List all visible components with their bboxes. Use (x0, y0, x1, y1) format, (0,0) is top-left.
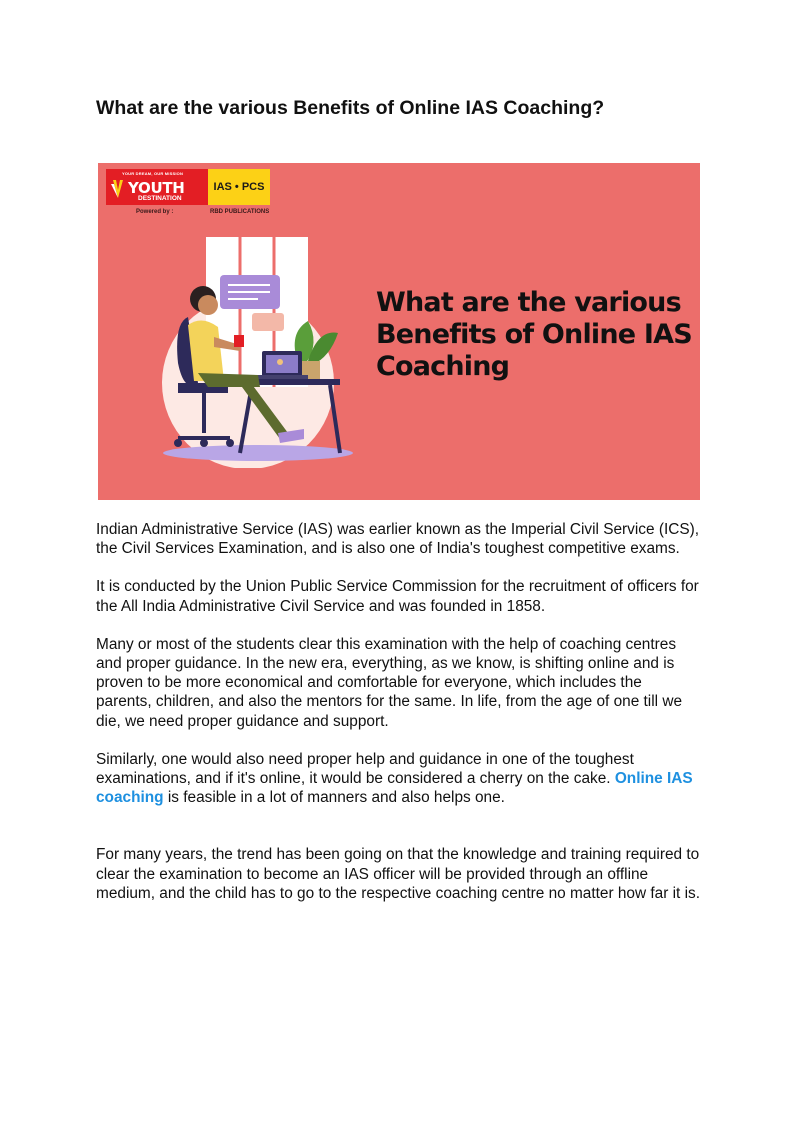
banner-heading-line: Coaching (376, 351, 510, 382)
logo-publisher: RBD PUBLICATIONS (210, 209, 270, 215)
logo-emblem-icon (111, 178, 125, 200)
paragraph: It is conducted by the Union Public Service Commission for the recruitment of officers for the All India Administrative Civil Service and was founded in 1858. (96, 578, 699, 615)
person-working-laptop-illustration (148, 233, 368, 468)
logo-red-panel (106, 169, 208, 205)
banner-heading (376, 287, 696, 383)
paragraph-text: Similarly, one would also need proper help and guidance in one of the toughest examinations, and if it's online, it would be considered a cherry on the cake. (96, 750, 634, 788)
logo-brand: YOUTH (128, 179, 185, 197)
paragraph: For many years, the trend has been going on that the knowledge and training required to clear the examination to become an IAS officer will be provided through an offline medium, and the child has to go to the respective coaching centre no matter how far it is. (96, 846, 700, 902)
logo-category-badge: IAS • PCS (208, 169, 270, 205)
brand-logo (106, 169, 270, 219)
logo-powered-by: Powered by : (136, 209, 174, 215)
featured-banner-image (98, 163, 700, 500)
logo-brand-sub: DESTINATION (138, 195, 182, 202)
paragraph: Many or most of the students clear this examination with the help of coaching centres and proper guidance. In the new era, everything, as we know, is shifting online and is proven to be more economical and comfortable for everyone, which includes the parents, children, and also the mentors for the same. In life, from the age of one till we die, we need proper guidance and support. (96, 635, 683, 730)
article-body (96, 520, 700, 922)
paragraph-text: is feasible in a lot of manners and also helps one. (163, 789, 505, 807)
page-title: What are the various Benefits of Online IAS Coaching? (96, 97, 605, 119)
paragraph (96, 750, 700, 808)
banner-heading-line: Benefits of Online IAS (376, 319, 692, 350)
banner-heading-line: What are the various (376, 287, 681, 318)
online-ias-coaching-link[interactable]: Online IAS coaching (96, 770, 693, 807)
paragraph: Indian Administrative Service (IAS) was earlier known as the Imperial Civil Service (ICS), the Civil Services Examination, and is also one of India's toughest competitive exams. (96, 521, 700, 558)
logo-tagline: YOUR DREAM, OUR MISSION (122, 171, 184, 176)
